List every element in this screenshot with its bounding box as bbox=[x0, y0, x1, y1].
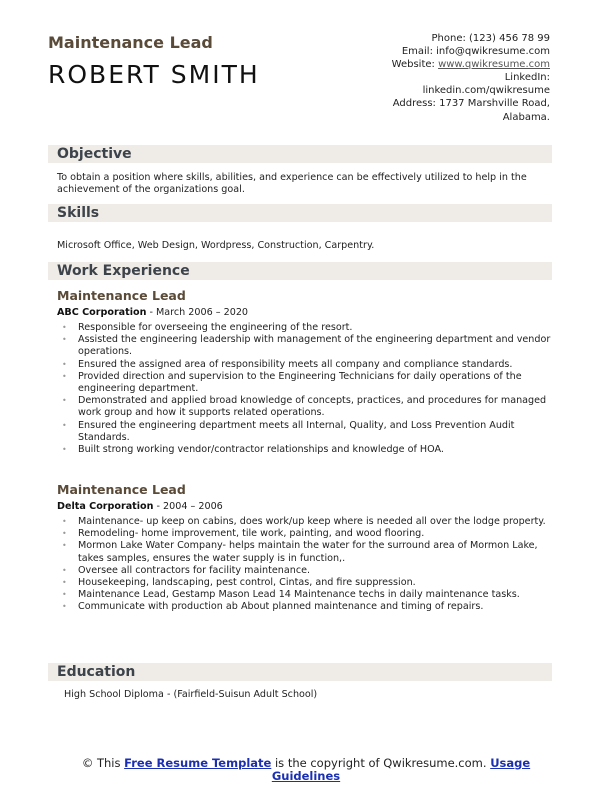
resume-role-title: Maintenance Lead bbox=[48, 33, 213, 52]
list-item: • Housekeeping, landscaping, pest control, Cintas, and fire suppression. bbox=[62, 577, 552, 589]
list-item: • Communicate with production ab About planned maintenance and timing of repairs. bbox=[62, 601, 552, 613]
linkedin-label: LinkedIn: bbox=[504, 72, 550, 84]
job-title: Maintenance Lead bbox=[57, 482, 186, 497]
list-item: • Responsible for overseeing the engineering of the resort. bbox=[62, 322, 552, 334]
footer-middle: is the copyright of Qwikresume.com. bbox=[271, 756, 491, 770]
education-heading: Education bbox=[48, 663, 552, 681]
job-dates: - March 2006 – 2020 bbox=[146, 307, 249, 318]
website bbox=[310, 58, 550, 71]
job-dates: - 2004 – 2006 bbox=[153, 501, 223, 512]
list-item: • Demonstrated and applied broad knowledge of concepts, practices, and procedures for managed work group and how it supports related operations. bbox=[62, 395, 552, 419]
address-line-1: Address: 1737 Marshville Road, bbox=[392, 98, 550, 110]
phone: Phone: (123) 456 78 99 bbox=[431, 33, 550, 44]
candidate-name: ROBERT SMITH bbox=[48, 60, 260, 89]
list-item: • Maintenance Lead, Gestamp Mason Lead 14 Maintenance techs in daily maintenance tasks. bbox=[62, 589, 552, 601]
job-company bbox=[57, 501, 223, 512]
footer-prefix: © This bbox=[81, 756, 125, 770]
skills-text: Microsoft Office, Web Design, Wordpress, Construction, Carpentry. bbox=[57, 240, 375, 251]
company-name: Delta Corporation bbox=[57, 501, 154, 512]
linkedin: linkedin.com/qwikresume bbox=[422, 85, 550, 97]
email: Email: info@qwikresume.com bbox=[401, 46, 550, 58]
job-bullets bbox=[62, 516, 552, 614]
objective-text: To obtain a position where skills, abilities, and experience can be effectively utilized to help in the achievement of the organizations goal. bbox=[57, 172, 527, 195]
education-text: High School Diploma - (Fairfield-Suisun Adult School) bbox=[64, 689, 318, 700]
job-company bbox=[57, 307, 248, 318]
list-item: • Remodeling- home improvement, tile work, painting, and wood flooring. bbox=[62, 528, 552, 540]
free-resume-template-link[interactable]: Free Resume Template bbox=[124, 756, 272, 770]
list-item: • Assisted the engineering leadership with management of the engineering department and vendor operations. bbox=[62, 334, 552, 358]
contact-block bbox=[310, 32, 550, 124]
objective-heading: Objective bbox=[48, 145, 552, 163]
job-title: Maintenance Lead bbox=[57, 288, 186, 303]
address-line-2: Alabama. bbox=[502, 111, 550, 123]
skills-heading: Skills bbox=[48, 204, 552, 222]
list-item: • Ensured the assigned area of responsibility meets all company and compliance standards. bbox=[62, 359, 552, 371]
list-item: • Oversee all contractors for facility maintenance. bbox=[62, 565, 552, 577]
website-link[interactable]: www.qwikresume.com bbox=[438, 59, 550, 71]
list-item: • Provided direction and supervision to the Engineering Technicians for daily operations of the engineering department. bbox=[62, 371, 552, 395]
work-experience-heading: Work Experience bbox=[48, 262, 552, 280]
list-item: • Mormon Lake Water Company- helps maintain the water for the surround area of Mormon Lake, takes samples, ensures the water supply is in function,. bbox=[62, 540, 552, 564]
list-item: • Ensured the engineering department meets all Internal, Quality, and Loss Prevention Audit Standards. bbox=[62, 420, 552, 444]
footer bbox=[60, 757, 552, 783]
usage-guidelines-link[interactable]: Usage Guidelines bbox=[271, 756, 531, 783]
list-item: • Built strong working vendor/contractor relationships and knowledge of HOA. bbox=[62, 444, 552, 456]
job-bullets bbox=[62, 322, 552, 456]
list-item: • Maintenance- up keep on cabins, does work/up keep where is needed all over the lodge property. bbox=[62, 516, 552, 528]
website-label: Website: bbox=[391, 59, 439, 71]
company-name: ABC Corporation bbox=[57, 307, 147, 318]
